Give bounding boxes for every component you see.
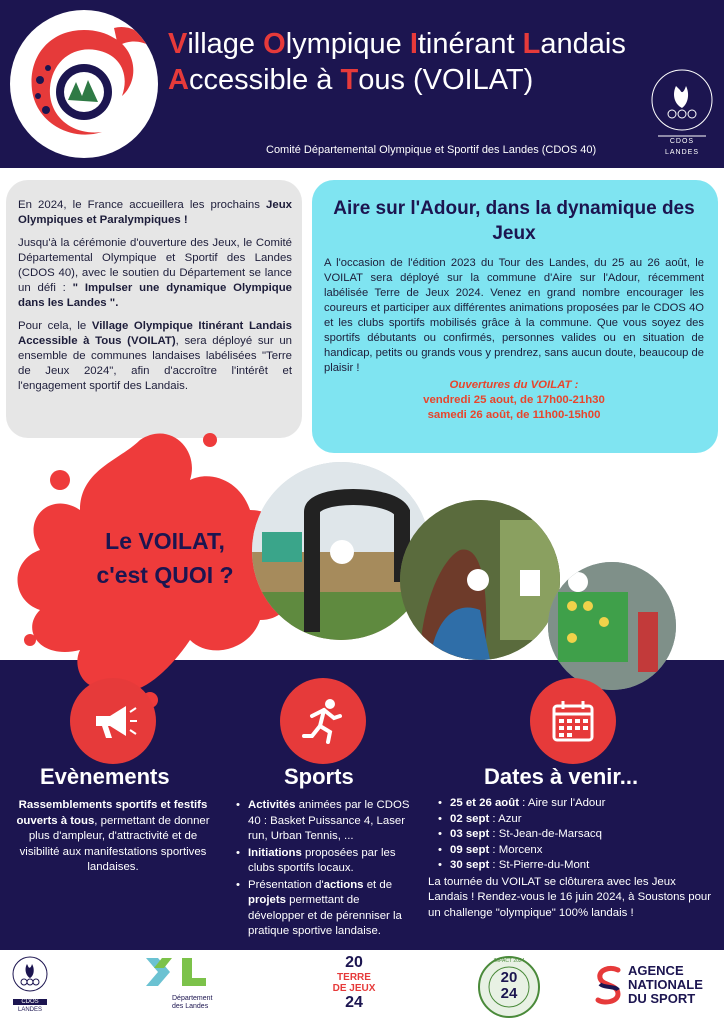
cdos-logo	[648, 66, 716, 160]
intro-bold: Village Olympique Itinérant Landais Accessible à Tous (VOILAT)	[18, 320, 292, 347]
page-subtitle: Comité Départemental Olympique et Sportif des Landes (CDOS 40)	[266, 144, 597, 156]
sport-text: Présentation d'	[248, 878, 324, 891]
calendar-icon	[548, 696, 598, 746]
photo-inflatable-arch	[252, 462, 430, 640]
aire-title: Aire sur l'Adour, dans la dynamique des Jeux	[333, 198, 695, 244]
tdj-line-1: TERRE	[337, 972, 371, 983]
events-text: , permettant de donner plus d'ampleur, d'attractivité et de visibilité aux manifestations sportives landaises.	[19, 814, 210, 873]
date-label: 02 sept	[450, 812, 490, 825]
list-item	[234, 878, 414, 940]
intro-bold: " Impulser une dynamique Olympique dans les Landes ".	[18, 282, 292, 309]
aire-body: A l'occasion de l'édition 2023 du Tour des Landes, du 25 au 26 août, le VOILAT sera déployé sur la commune d'Aire sur l'Adour, récemment labélisée Terre de Jeux 2024. Venez en grand nombre encourager les coureurs et participer aux différentes animations proposées par le CDOS 4O et les clubs sportifs mobilisés grâce à la commune. Que vous soyez des sportifs débutants ou confirmés, personnes valides ou en situation de handicap, petits ou grands vous y prendrez, sans aucun doute, beaucoup de plaisir !	[324, 257, 704, 374]
intro-paragraph-3	[18, 319, 292, 394]
intro-text: Jusqu'à la cérémonie d'ouverture des Jeux, le Comité Départemental Olympique et Sportif des Landes (CDOS 40), avec le soutien du Département se lance un défi :	[18, 237, 292, 294]
sport-bold: projets	[248, 894, 286, 906]
runner-icon	[298, 696, 348, 746]
list-item	[428, 843, 718, 859]
megaphone-icon	[88, 696, 138, 746]
date-place: : Azur	[489, 812, 522, 825]
events-title: Evènements	[40, 764, 170, 789]
quoi-line-2: c'est QUOI ?	[96, 562, 234, 588]
title-cap: L	[522, 28, 541, 60]
title-cap: T	[340, 64, 359, 96]
list-item	[428, 812, 718, 828]
title-line-2	[168, 62, 648, 98]
dates-section	[428, 796, 718, 921]
quoi-line-1: Le VOILAT,	[105, 528, 225, 554]
footer-departement-label: Département des Landes	[172, 995, 213, 1010]
date-place: : St-Jean-de-Marsacq	[489, 828, 602, 840]
title-word: andais	[540, 28, 626, 60]
photo-laser-shooting	[400, 500, 560, 660]
dates-closing: La tournée du VOILAT se clôturera avec les Jeux Landais ! Rendez-vous le 16 juin 2024, à Soustons pour un challenge "olympique" 100% landais !	[428, 875, 712, 919]
date-place: : Aire sur l'Adour	[519, 797, 606, 809]
footer-impact-2024-logo	[476, 954, 542, 1020]
impact-label: IMPACT 2024	[493, 958, 525, 964]
sport-text: et de	[363, 878, 393, 891]
events-icon-circle	[70, 678, 156, 764]
impact-digits: 20 24	[500, 969, 518, 1002]
tdj-number-top: 20	[345, 954, 363, 971]
opening-2: samedi 26 août, de 11h00-15h00	[427, 409, 601, 421]
intro-text: En 2024, le France accueillera les prochains	[18, 199, 267, 211]
date-label: 30 sept	[450, 859, 490, 871]
voilat-quoi-heading	[50, 524, 280, 592]
page-title	[168, 26, 648, 98]
title-word: tinérant	[417, 28, 523, 60]
date-place: : Morcenx	[489, 843, 543, 856]
intro-text: Pour cela, le	[18, 320, 92, 332]
tdj-number-bottom: 24	[345, 994, 363, 1011]
title-word: illage	[187, 28, 264, 60]
cdos-badge-sub: LANDES	[664, 149, 699, 156]
ans-text	[628, 964, 703, 1006]
list-item	[234, 798, 414, 845]
title-word: ccessible à	[188, 64, 341, 96]
events-bold: Rassemblements sportifs et festifs ouverts à tous	[16, 799, 208, 827]
tdj-line-2: DE JEUX	[332, 983, 376, 994]
sports-list	[234, 798, 414, 941]
cdos-badge-label: CDOS	[669, 138, 695, 145]
intro-paragraph-2	[18, 236, 292, 311]
list-item	[428, 858, 718, 874]
date-label: 03 sept	[450, 828, 490, 840]
sport-bold: Initiations	[248, 846, 302, 859]
date-place: : St-Pierre-du-Mont	[489, 859, 590, 871]
title-cap: A	[168, 64, 189, 96]
sport-bold: actions	[323, 878, 364, 891]
date-label: 25 et 26 août	[450, 797, 520, 809]
dates-title: Dates à venir...	[484, 764, 639, 789]
ans-line-1: AGENCE	[628, 963, 684, 978]
sports-icon-circle	[280, 678, 366, 764]
sports-title: Sports	[284, 764, 354, 789]
ans-line-2: NATIONALE	[628, 977, 703, 992]
intro-paragraph-1	[18, 198, 292, 228]
list-item	[234, 846, 414, 877]
photo-basket-puissance	[548, 562, 676, 690]
aire-openings	[324, 378, 704, 423]
title-word: lympique	[285, 28, 410, 60]
intro-bold: Jeux Olympiques et Paralympiques !	[18, 199, 292, 226]
dates-icon-circle	[530, 678, 616, 764]
intro-text: , sera déployé sur un ensemble de communes landaises labélisées "Terre de Jeux 2024", afin d'accroître l'intérêt et l'engagement sportif des Landais.	[18, 335, 292, 392]
title-line-1	[168, 26, 648, 62]
intro-box	[6, 180, 302, 438]
dates-list	[428, 796, 718, 874]
sport-bold: Activités	[248, 799, 296, 811]
sport-text: proposées par les clubs sportifs locaux.	[248, 846, 396, 874]
title-word: ous (VOILAT)	[358, 64, 534, 96]
footer-cdos-sub: LANDES	[17, 1007, 42, 1013]
sport-text: animées par le CDOS 40 : Basket Puissance 4, Laser run, Urban Tennis, ...	[248, 799, 410, 842]
footer-departement-logo	[142, 954, 222, 1020]
ans-line-3: DU SPORT	[628, 991, 696, 1006]
footer-ans-logo	[594, 960, 718, 1020]
title-cap: V	[168, 28, 188, 60]
sport-text: permettant de développer et de pérenniser la pratique sportive landaise.	[248, 894, 402, 937]
aire-box	[312, 180, 718, 453]
list-item	[428, 827, 718, 843]
opening-1: vendredi 25 aout, de 17h00-21h30	[423, 394, 605, 406]
date-label: 09 sept	[450, 843, 490, 856]
events-description	[14, 798, 212, 876]
openings-title: Ouvertures du VOILAT :	[449, 379, 579, 391]
title-cap: I	[409, 28, 418, 60]
footer-cdos-logo	[10, 954, 50, 1020]
footer-terre-de-jeux-logo	[326, 954, 382, 1020]
title-cap: O	[263, 28, 286, 60]
list-item	[428, 796, 718, 812]
voilat-logo	[10, 10, 158, 158]
footer-cdos-label: CDOS	[13, 999, 47, 1005]
